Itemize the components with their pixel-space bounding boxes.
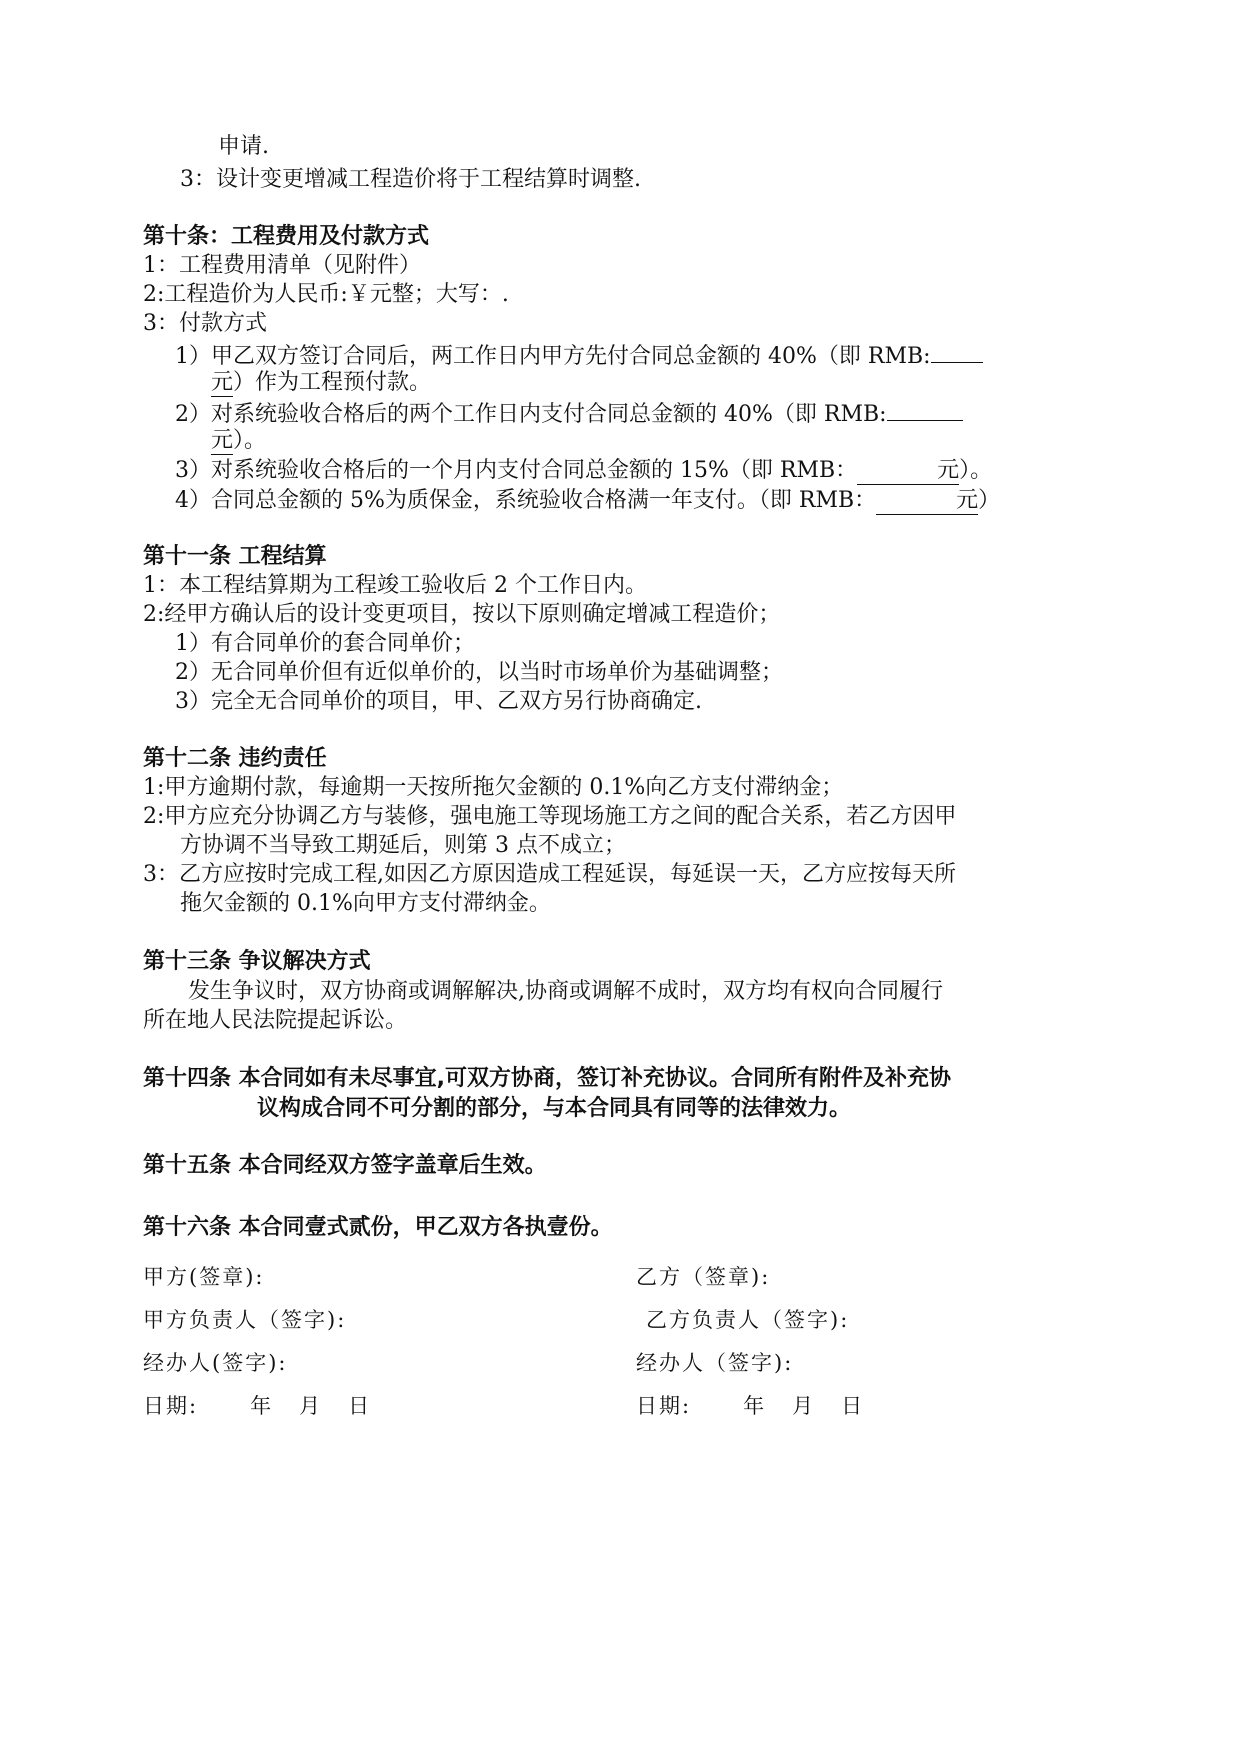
article12-heading: 第十二条 违约责任 — [143, 746, 327, 771]
payment-item-1-cont — [211, 368, 431, 398]
payment-item-1-yuan: 元 — [211, 370, 234, 395]
payment-item-2 — [175, 398, 963, 430]
party-a-date: 日期: 年 月 日 — [143, 1394, 372, 1418]
article11-heading: 第十一条 工程结算 — [143, 544, 327, 569]
continued-text: 申请. — [218, 134, 269, 159]
article15-heading: 第十五条 本合同经双方签字盖章后生效。 — [143, 1153, 547, 1178]
payment-item-4-end: ） — [978, 488, 1001, 513]
payment-item-4-yuan: 元 — [876, 488, 978, 515]
article11-clause1: 1：本工程结算期为工程竣工验收后 2 个工作日内。 — [143, 573, 647, 598]
payment-item-3-end: ）。 — [959, 458, 993, 483]
article12-clause2: 2:甲方应充分协调乙方与装修，强电施工等现场施工方之间的配合关系，若乙方因甲 — [143, 804, 957, 829]
payment-item-3-yuan: 元 — [857, 458, 959, 485]
payment-item-2-text: 2）对系统验收合格后的两个工作日内支付合同总金额的 40%（即 RMB: — [175, 402, 887, 427]
article12-clause2-cont: 方协调不当导致工期延后，则第 3 点不成立； — [180, 833, 626, 858]
party-a-agent: 经办人(签字): — [143, 1351, 288, 1375]
article12-clause3-cont: 拖欠金额的 0.1%向甲方支付滞纳金。 — [180, 891, 551, 916]
party-b-seal: 乙方（签章): — [636, 1265, 771, 1289]
article13-heading: 第十三条 争议解决方式 — [143, 949, 371, 974]
article11-sub3: 3）完全无合同单价的项目，甲、乙双方另行协商确定. — [175, 689, 702, 714]
article10-clause1: 1：工程费用清单（见附件） — [143, 253, 421, 278]
article12-clause1: 1:甲方逾期付款，每逾期一天按所拖欠金额的 0.1%向乙方支付滞纳金； — [143, 775, 844, 800]
article14-heading: 第十四条 本合同如有未尽事宜,可双方协商，签订补充协议。合同所有附件及补充协 — [143, 1066, 952, 1091]
payment-item-1-text: 1）甲乙双方签订合同后，两工作日内甲方先付合同总金额的 40%（即 RMB: — [175, 344, 931, 369]
article11-clause2: 2:经甲方确认后的设计变更项目，按以下原则确定增减工程造价； — [143, 602, 781, 627]
article12-clause3: 3：乙方应按时完成工程,如因乙方原因造成工程延误，每延误一天，乙方应按每天所 — [143, 862, 956, 887]
article16-heading: 第十六条 本合同壹式贰份，甲乙双方各执壹份。 — [143, 1215, 613, 1240]
payment-item-3 — [175, 456, 992, 486]
article11-sub2: 2）无合同单价但有近似单价的，以当时市场单价为基础调整； — [175, 660, 783, 685]
article9-clause3: 3：设计变更增减工程造价将于工程结算时调整. — [180, 167, 641, 192]
article13-text-cont: 所在地人民法院提起诉讼。 — [143, 1008, 408, 1033]
party-a-head: 甲方负责人（签字): — [143, 1308, 347, 1332]
payment-item-2-yuan: 元 — [211, 428, 234, 453]
article10-clause2: 2:工程造价为人民币:￥元整；大写：. — [143, 282, 509, 307]
payment-item-2-cont — [211, 426, 266, 456]
payment-item-4-text: 4）合同总金额的 5%为质保金，系统验收合格满一年支付。（即 RMB： — [175, 488, 877, 513]
payment-item-2-rest: ）。 — [233, 428, 267, 453]
party-b-date: 日期: 年 月 日 — [636, 1394, 865, 1418]
article13-text: 发生争议时，双方协商或调解解决,协商或调解不成时，双方均有权向合同履行 — [188, 979, 943, 1004]
article14-heading-cont: 议构成合同不可分割的部分，与本合同具有同等的法律效力。 — [257, 1096, 852, 1121]
party-b-head: 乙方负责人（签字): — [646, 1308, 850, 1332]
payment-item-1-rest: ）作为工程预付款。 — [233, 370, 432, 395]
article10-clause3: 3：付款方式 — [143, 311, 267, 336]
article11-sub1: 1）有合同单价的套合同单价； — [175, 631, 475, 656]
article10-heading: 第十条：工程费用及付款方式 — [143, 224, 430, 249]
party-a-seal: 甲方(签章): — [143, 1265, 265, 1289]
payment-item-4 — [175, 486, 1000, 516]
payment-item-2-blank — [887, 398, 963, 421]
party-b-agent: 经办人（签字): — [636, 1351, 794, 1375]
payment-item-3-text: 3）对系统验收合格后的一个月内支付合同总金额的 15%（即 RMB： — [175, 458, 858, 483]
payment-item-1-blank — [931, 340, 983, 363]
